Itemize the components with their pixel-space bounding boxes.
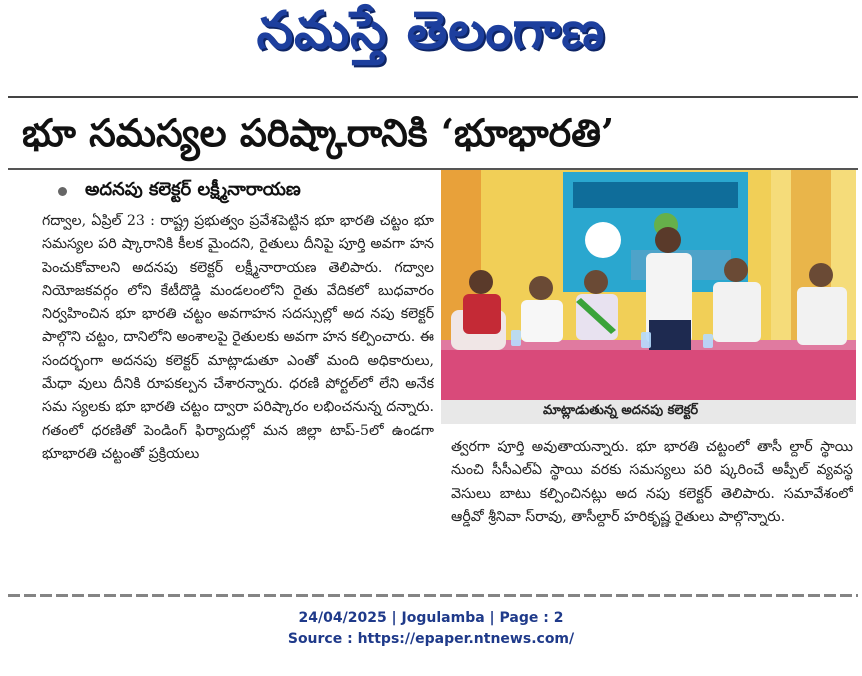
article-body-right: త్వరగా పూర్తి అవుతాయన్నారు. భూ భారతి చట్టంలో తాసీ ల్దార్ స్థాయి నుంచి సీసీఎల్ఏ స్థాయి వరకు సమస్యలు పరి ష్కరించే అప్పీల్ వ్యవస్థ వెసులు బాటు కల్పించినట్లు అద నపు కలెక్టర్ తెలిపారు. సమావేశంలో ఆర్డీవో శ్రీనివా స్‌రావు, తాసీల్దార్ హరికృష్ణ రైతులు పాల్గొన్నారు. (451, 439, 853, 525)
bullet-icon (58, 187, 67, 196)
photo-caption: మాట్లాడుతున్న అదనపు కలెక్టర్ (543, 403, 699, 418)
masthead (0, 0, 862, 74)
source-link[interactable]: Source : https://epaper.ntnews.com/ (287, 631, 575, 647)
article-photo (441, 170, 856, 400)
page-footer (0, 608, 862, 650)
event-photo-illustration (441, 170, 856, 400)
article-body-left-column (42, 210, 434, 582)
edition-info: 24/04/2025 | Jogulamba | Page : 2 (298, 610, 564, 626)
article-body-left: గద్వాల, ఏప్రిల్ 23 : రాష్ట్ర ప్రభుత్వం ప్రవేశపెట్టిన భూ భారతి చట్టం భూ సమస్యల పరి ష్కారానికి కీలక మైందని, రైతులు దీనిపై పూర్తి అవగా హన పెంచుకోవాలని అదనపు కలెక్టర్ లక్ష్మీనారాయణ తెలిపారు. గద్వాల నియోజకవర్గం లోని కేటీదొడ్డి మండలంలోని రైతు వేదికలో బుధవారం నిర్వహించిన భూ భారతి చట్టం అవగాహన సదస్సుల్లో అద నపు కలెక్టర్ పాల్గొని చట్టం, దానిలోని అంశాలపై రైతులకు అవగా హన కల్పించారు. ఈ సందర్భంగా అదనపు కలెక్టర్ మాట్లాడుతూ ఎంతో మంది అధికారులు, మేధా వులు దీనికి రూపకల్పన చేశారన్నారు. ధరణి పోర్టల్‌లో లేని అనేక సమ స్యలకు భూ భారతి చట్టం ద్వారా పరిష్కారం లభించనున్న దన్నారు. గతంలో ధరణితో పెండింగ్ ఫిర్యాదుల్లో మన జిల్లా టాప్-5లో ఉండగా భూభారతి చట్టంతో ప్రక్రియలు (42, 213, 434, 462)
clipping-bottom-edge (8, 594, 858, 597)
byline-text: అదనపు కలెక్టర్ లక్ష్మీనారాయణ (85, 178, 301, 200)
article-byline (58, 176, 301, 206)
article-body-right-column (451, 436, 853, 582)
photo-caption-bar (441, 400, 856, 424)
article-headline: భూ సమస్యల పరిష్కారానికి ‘భూభారతి’ (22, 110, 615, 155)
newspaper-logo: నమస్తే తెలంగాణ (256, 0, 606, 61)
